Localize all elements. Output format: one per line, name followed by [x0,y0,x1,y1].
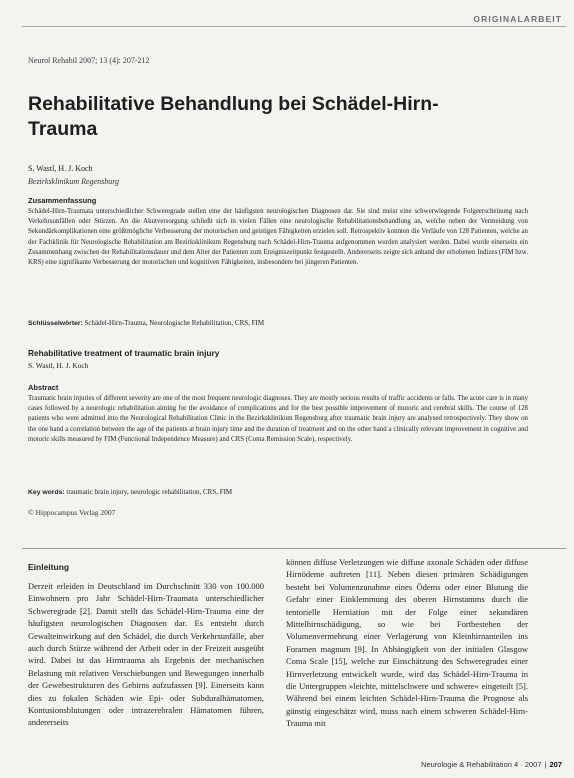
abstract-text: Traumatic brain injuries of different severity are one of the most frequent neurologic diagnoses. They are mostly serious results of traffic accidents or falls. The acute care is in many cases followed by a neurologic rehabilitation aiming for the avoidance of complications and for the best possible improvement of motoric and cerebral skills. The course of 128 patients who were admitted into the Neurological Rehabilitation Clinic in the Bezirksklinikum Regensburg after traumatic brain injury are analysed retrospectively. They show on the one hand a correlation between the age of the patients at brain injury time and the duration of treatment and on the other hand a clinically relevant improvement in cognitive and motoric skills measured by FIM (Functional Independence Measure) and CRS (Coma Remission Scale), respectively. [28,395,528,443]
citation: Neurol Rehabil 2007; 13 (4): 207-212 [28,56,150,65]
english-authors: S. Wastl, H. J. Koch [28,361,89,370]
keywords-label-en: Key words: [28,489,65,496]
authors: S. Wastl, H. J. Koch [28,164,93,173]
einleitung-heading: Einleitung [28,562,70,572]
abstract-heading: Abstract [28,383,59,392]
header-divider [22,26,566,27]
copyright: © Hippocampus Verlag 2007 [28,508,116,517]
einleitung-left-column: Derzeit erleiden in Deutschland im Durchschnitt 330 von 100.000 Einwohnern pro Jahr Schädel-Hirn-Traumata unterschiedlicher Schweregrade [2]. Damit stellt das Schädel-Hirn-Trauma eine der häufigsten neurologischen Diagnosen dar. Es entsteht durch Gewalteinwirkung auf den Schädel, die durch Verkehrsunfälle, aber auch durch Stürze während der Arbeit oder in der Freizeit ausgeübt wird. Dabei ist das Hirntrauma als Ergebnis der mechanischen Belastung mit relativen Verschiebungen und Bewegungen innerhalb der Gewebestrukturen des Gehirns aufzufassen [9]. Einerseits kann dies zu fokalen Schäden wie Epi- oder Subduralhämatomen, Kontusionsblutungen oder intrazerebralen Hämatomen führen, andererseits [28,581,264,728]
english-title: Rehabilitative treatment of traumatic brain injury [28,348,220,358]
zusammenfassung-heading: Zusammenfassung [28,196,97,205]
einleitung-right-column: können diffuse Verletzungen wie diffuse axonale Schäden oder diffuse Hirnödeme auftreten [11]. Neben diesen primären Schädigungen besteht bei Volumenzunahme eines Ödems oder einer Blutung die Gefahr einer Einklemmung des oberen Hirnstamms durch die tentorielle Herniation mit der Folge einer sekundären Mittelhirnschädigung, so wie bei Fortbestehen der Volumenvermehrung einer Verlagerung von Kleinhirnanteilen ins Foramen magnum [9]. In Abhängigkeit von der initialen Glasgow Coma Scale [15], welche zur Einschätzung des Schweregrades einer Hirnverletzung entwickelt wurde, wird das Schädel-Hirn-Trauma in die Untergruppen »leichte, mittelschwere und schwere« eingeteilt [5]. Während bei einem leichten Schädel-Hirn-Trauma die Prognose als günstig eingeschätzt wird, muss nach einem schweren Schädel-Hirn-Trauma mit [286,557,528,729]
section-divider [22,548,566,549]
page-number: 207 [549,760,562,769]
schluesselwoerter [28,318,528,329]
keywords-label-de: Schlüsselwörter: [28,320,83,327]
page-footer: Neurologie & Rehabilitation 4 · 2007 | 207 [421,760,562,769]
keywords-en: traumatic brain injury, neurologic rehabilitation, CRS, FIM [66,488,233,496]
footer-journal: Neurologie & Rehabilitation 4 · 2007 [421,760,542,769]
keywords-de: Schädel-Hirn-Trauma, Neurologische Rehabilitation, CRS, FIM [84,319,265,327]
key-words [28,487,528,498]
zusammenfassung-text: Schädel-Hirn-Traumata unterschiedlicher Schweregrade stellen eine der häufigsten neurologischen Diagnosen dar. Sie sind meist eine schwerwiegende Folgeerscheinung nach Verkehrsunfällen oder Stürzen. An die Akutversorgung schließt sich in vielen Fällen eine neurologische Rehabilitationsbehandlung an, welche neben der Vermeidung von Sekundärkomplikationen eine größtmögliche Verbesserung der motorischen und geistigen Fähigkeiten erzielen soll. Retrospektiv konnten die Verläufe von 128 Patienten, welche an der Fachklinik für Neurologische Rehabilitation am Bezirksklinikum Regensburg nach Schädel-Hirn-Trauma aufgenommen wurden analysiert werden. Dabei wurde einerseits ein Zusammenhang zwischen der Rehabilitationsdauer und dem Alter der Patienten zum Ereigniszeitpunkt festgestellt. Andererseits zeigte sich anhand der erhobenen Indizes (FIM bzw. KRS) eine signifikante Verbesserung der motorischen und kognitiven Fähigkeiten, insbesondere bei jüngeren Patienten. [28,208,528,267]
affiliation: Bezirksklinikum Regensburg [28,177,120,186]
article-title: Rehabilitative Behandlung bei Schädel-Hirn-Trauma [28,93,439,140]
section-label: ORIGINALARBEIT [473,14,562,24]
